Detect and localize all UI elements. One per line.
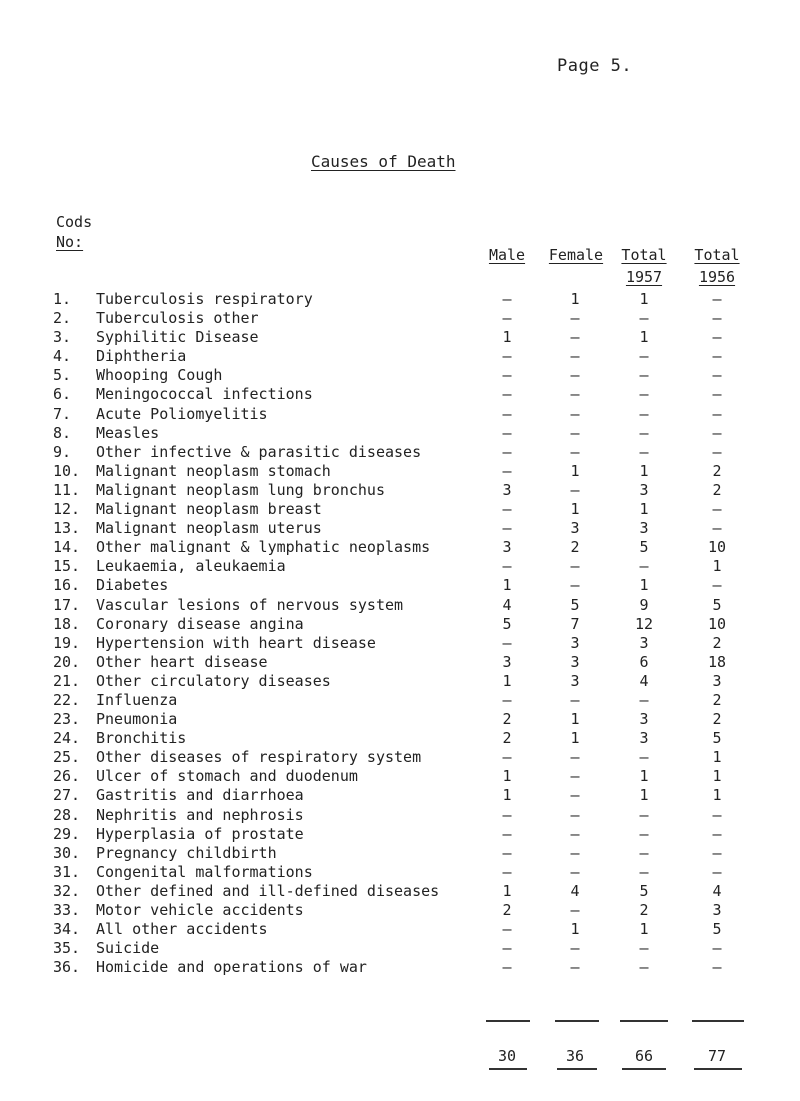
male-count: 1	[502, 881, 512, 900]
cause-number: 25.	[53, 748, 81, 767]
female-count: –	[570, 423, 580, 442]
female-count: 1	[570, 461, 580, 480]
male-count: –	[502, 958, 512, 977]
cause-number: 29.	[53, 824, 81, 843]
male-count: 2	[502, 710, 512, 729]
cause-number: 19.	[53, 633, 81, 652]
female-count: 4	[570, 881, 580, 900]
total-1957-count: 3	[639, 519, 649, 538]
total-1956-column-header	[688, 244, 746, 288]
table-row	[0, 596, 800, 615]
total-1957-count: –	[639, 843, 649, 862]
male-count: 3	[502, 652, 512, 671]
cause-name: Bronchitis	[96, 729, 187, 748]
total-1956-header-year: 1956	[698, 268, 736, 286]
total-1956-count: –	[712, 404, 722, 423]
cause-name: Nephritis and nephrosis	[96, 805, 304, 824]
cause-number: 27.	[53, 786, 81, 805]
table-row	[0, 385, 800, 404]
cause-number: 33.	[53, 901, 81, 919]
table-row	[0, 939, 800, 958]
female-count: –	[570, 404, 580, 423]
total-1956-count: –	[712, 328, 722, 347]
female-total: 36	[565, 1047, 585, 1065]
female-count: –	[570, 767, 580, 786]
male-count: 2	[502, 729, 512, 748]
table-row	[0, 634, 800, 653]
female-count: 3	[570, 519, 580, 538]
male-count: –	[502, 423, 512, 442]
total-1957-count: –	[639, 557, 649, 576]
total-1957-header-label: Total	[621, 246, 667, 264]
table-row	[0, 825, 800, 844]
table-row	[0, 519, 800, 538]
female-count: –	[570, 442, 580, 461]
table-row	[0, 882, 800, 901]
total-1957-count: 6	[639, 652, 649, 671]
female-count: –	[570, 843, 580, 862]
cause-name: Hyperplasia of prostate	[96, 824, 304, 843]
cause-name: Homicide and operations of war	[96, 958, 367, 977]
female-count: 5	[570, 595, 580, 614]
male-count: –	[502, 805, 512, 824]
total-1957-count: 1	[639, 500, 649, 519]
total-1956-count: 10	[707, 614, 727, 633]
male-total-underline	[489, 1068, 527, 1070]
cause-name: All other accidents	[96, 920, 268, 939]
table-row	[0, 462, 800, 481]
cause-name: Vascular lesions of nervous system	[96, 595, 404, 614]
cause-name: Hypertension with heart disease	[96, 633, 376, 652]
total-1957-count: 1	[639, 290, 649, 308]
total-1956-count: 2	[712, 633, 722, 652]
male-count: –	[502, 404, 512, 423]
cause-name: Other malignant & lymphatic neoplasms	[96, 538, 431, 557]
table-row	[0, 691, 800, 710]
female-count: –	[570, 805, 580, 824]
female-count: –	[570, 901, 580, 919]
cause-number: 28.	[53, 805, 81, 824]
cause-number: 8.	[53, 423, 72, 442]
cause-number: 34.	[53, 920, 81, 939]
male-count: –	[502, 939, 512, 958]
total-1957-count: 1	[639, 576, 649, 595]
cause-number: 10.	[53, 461, 81, 480]
male-count: –	[502, 690, 512, 709]
total-1957-count: 12	[634, 614, 654, 633]
male-count: –	[502, 519, 512, 538]
male-count: –	[502, 385, 512, 404]
table-row	[0, 901, 800, 920]
male-count: –	[502, 500, 512, 519]
male-count: –	[502, 824, 512, 843]
total-1956-count: –	[712, 423, 722, 442]
total-1957-count: –	[639, 748, 649, 767]
male-count: 1	[502, 576, 512, 595]
female-total-underline	[557, 1068, 597, 1070]
table-row	[0, 920, 800, 939]
cause-name: Tuberculosis other	[96, 309, 259, 328]
total-1956-count: 1	[712, 557, 722, 576]
cause-number: 20.	[53, 652, 81, 671]
female-count: –	[570, 576, 580, 595]
male-count: –	[502, 366, 512, 385]
total-1957-count: –	[639, 309, 649, 328]
cause-number: 1.	[53, 290, 72, 308]
female-count: 3	[570, 633, 580, 652]
cause-number: 22.	[53, 690, 81, 709]
table-row	[0, 576, 800, 595]
male-count: 3	[502, 480, 512, 499]
male-total-rule	[486, 1020, 530, 1022]
female-count: –	[570, 824, 580, 843]
male-count: –	[502, 461, 512, 480]
cause-name: Diphtheria	[96, 347, 187, 366]
page-number: Page 5.	[557, 56, 633, 76]
total-1956-count: –	[712, 385, 722, 404]
female-count: 1	[570, 729, 580, 748]
cause-number: 32.	[53, 881, 81, 900]
cause-number: 14.	[53, 538, 81, 557]
total-1956-count: –	[712, 366, 722, 385]
total-1957-count: 4	[639, 671, 649, 690]
total-1957-count: –	[639, 347, 649, 366]
cause-name: Malignant neoplasm stomach	[96, 461, 331, 480]
cause-name: Coronary disease angina	[96, 614, 304, 633]
cause-number: 11.	[53, 480, 81, 499]
male-count: 1	[502, 328, 512, 347]
female-count: –	[570, 328, 580, 347]
total-1956-count: –	[712, 824, 722, 843]
table-row	[0, 443, 800, 462]
female-column-header	[543, 244, 609, 266]
table-row	[0, 958, 800, 977]
female-count: –	[570, 385, 580, 404]
total-1956-count: –	[712, 442, 722, 461]
female-count: 1	[570, 710, 580, 729]
female-header-label: Female	[548, 246, 604, 264]
cause-number: 36.	[53, 958, 81, 977]
total-1957-count: –	[639, 824, 649, 843]
cause-number: 6.	[53, 385, 72, 404]
total-1957-header-year: 1957	[625, 268, 663, 286]
table-row	[0, 405, 800, 424]
total-1956-header-label: Total	[694, 246, 740, 264]
table-row	[0, 863, 800, 882]
total-1957-count: –	[639, 939, 649, 958]
cause-number: 16.	[53, 576, 81, 595]
cause-name: Acute Poliomyelitis	[96, 404, 268, 423]
total-1956-count: 5	[712, 729, 722, 748]
male-count: –	[502, 442, 512, 461]
cause-name: Other heart disease	[96, 652, 268, 671]
female-count: –	[570, 347, 580, 366]
total-1957-count: –	[639, 423, 649, 442]
table-row	[0, 481, 800, 500]
total-1957-count: 1	[639, 461, 649, 480]
total-1956-count: 4	[712, 881, 722, 900]
total-1957-count: 1	[639, 767, 649, 786]
cause-number: 4.	[53, 347, 72, 366]
total-1957-count: 1	[639, 920, 649, 939]
total-1956-count: 3	[712, 901, 722, 919]
causes-table	[0, 290, 800, 977]
total-1956-count: 5	[712, 920, 722, 939]
total-1956-count: –	[712, 309, 722, 328]
female-count: 1	[570, 290, 580, 308]
table-row	[0, 729, 800, 748]
total-1956-count: –	[712, 939, 722, 958]
total-1957-count: –	[639, 690, 649, 709]
cause-name: Whooping Cough	[96, 366, 223, 385]
female-count: –	[570, 480, 580, 499]
male-count: 1	[502, 767, 512, 786]
table-row	[0, 538, 800, 557]
total-1956-count: 2	[712, 480, 722, 499]
cause-number: 26.	[53, 767, 81, 786]
female-count: –	[570, 862, 580, 881]
male-count: 1	[502, 786, 512, 805]
male-count: –	[502, 843, 512, 862]
cause-name: Malignant neoplasm breast	[96, 500, 322, 519]
total-1957-count: 3	[639, 480, 649, 499]
cause-name: Other infective & parasitic diseases	[96, 442, 422, 461]
table-row	[0, 615, 800, 634]
total-1957-count: –	[639, 442, 649, 461]
table-row	[0, 557, 800, 576]
female-count: –	[570, 958, 580, 977]
table-row	[0, 786, 800, 805]
total-1957-count: –	[639, 385, 649, 404]
male-count: 2	[502, 901, 512, 919]
cause-name: Pneumonia	[96, 710, 178, 729]
cause-number-header	[56, 212, 92, 252]
cause-number: 5.	[53, 366, 72, 385]
male-count: 3	[502, 538, 512, 557]
total-1956-count: 3	[712, 671, 722, 690]
total-1956-count: –	[712, 958, 722, 977]
table-row	[0, 424, 800, 443]
cause-number: 30.	[53, 843, 81, 862]
female-count: 3	[570, 671, 580, 690]
male-count: 1	[502, 671, 512, 690]
cause-number: 9.	[53, 442, 72, 461]
cause-name: Suicide	[96, 939, 160, 958]
cause-number: 23.	[53, 710, 81, 729]
male-header-label: Male	[488, 246, 526, 264]
total-1956-count: –	[712, 576, 722, 595]
table-row	[0, 500, 800, 519]
cause-number: 21.	[53, 671, 81, 690]
total-1957-count: –	[639, 958, 649, 977]
cause-name: Influenza	[96, 690, 178, 709]
total-1956-count: 2	[712, 710, 722, 729]
total-1957-sum: 66	[634, 1047, 654, 1065]
cause-name: Leukaemia, aleukaemia	[96, 557, 286, 576]
table-row	[0, 844, 800, 863]
female-count: –	[570, 366, 580, 385]
cause-name: Gastritis and diarrhoea	[96, 786, 304, 805]
cause-name: Congenital malformations	[96, 862, 313, 881]
female-count: –	[570, 786, 580, 805]
cause-number: 24.	[53, 729, 81, 748]
table-row	[0, 672, 800, 691]
total-1957-count: 1	[639, 786, 649, 805]
cause-name: Other diseases of respiratory system	[96, 748, 422, 767]
cause-number: 3.	[53, 328, 72, 347]
table-row	[0, 767, 800, 786]
cause-number: 13.	[53, 519, 81, 538]
total-1956-count: –	[712, 519, 722, 538]
total-1957-count: 3	[639, 729, 649, 748]
cause-number: 35.	[53, 939, 81, 958]
male-count: –	[502, 309, 512, 328]
total-1957-count: –	[639, 862, 649, 881]
table-row	[0, 710, 800, 729]
total-1956-count: –	[712, 500, 722, 519]
total-1956-count: 18	[707, 652, 727, 671]
female-count: –	[570, 309, 580, 328]
male-count: –	[502, 633, 512, 652]
total-1956-count: 1	[712, 748, 722, 767]
total-1956-sum: 77	[707, 1047, 727, 1065]
male-count: –	[502, 920, 512, 939]
male-total: 30	[497, 1047, 517, 1065]
total-1957-count: 5	[639, 881, 649, 900]
male-count: –	[502, 557, 512, 576]
cause-name: Measles	[96, 423, 160, 442]
female-count: –	[570, 690, 580, 709]
table-row	[0, 366, 800, 385]
page-title: Causes of Death	[311, 152, 456, 171]
total-1956-count: 10	[707, 538, 727, 557]
cause-header-line1: Cods	[56, 213, 93, 231]
cause-number: 17.	[53, 595, 81, 614]
male-count: –	[502, 290, 512, 308]
t57-total-rule	[620, 1020, 668, 1022]
female-count: –	[570, 557, 580, 576]
male-column-header	[478, 244, 536, 266]
female-count: 7	[570, 614, 580, 633]
female-count: 1	[570, 500, 580, 519]
male-count: –	[502, 862, 512, 881]
cause-name: Meningococcal infections	[96, 385, 313, 404]
t56-total-rule	[692, 1020, 744, 1022]
total-1957-count: –	[639, 366, 649, 385]
cause-name: Ulcer of stomach and duodenum	[96, 767, 358, 786]
total-1957-count: 2	[639, 901, 649, 919]
table-row	[0, 347, 800, 366]
total-1957-count: –	[639, 805, 649, 824]
cause-name: Malignant neoplasm lung bronchus	[96, 480, 385, 499]
total-1956-count: –	[712, 347, 722, 366]
total-1956-count: –	[712, 805, 722, 824]
cause-name: Other circulatory diseases	[96, 671, 331, 690]
total-1956-count: –	[712, 843, 722, 862]
female-count: –	[570, 748, 580, 767]
total-1957-count: 3	[639, 710, 649, 729]
cause-name: Pregnancy childbirth	[96, 843, 277, 862]
table-row	[0, 748, 800, 767]
table-row	[0, 653, 800, 672]
cause-name: Diabetes	[96, 576, 169, 595]
cause-number: 15.	[53, 557, 81, 576]
total-1957-count: 5	[639, 538, 649, 557]
cause-name: Motor vehicle accidents	[96, 901, 304, 919]
cause-number: 2.	[53, 309, 72, 328]
cause-name: Malignant neoplasm uterus	[96, 519, 322, 538]
cause-number: 18.	[53, 614, 81, 633]
female-total-rule	[555, 1020, 599, 1022]
table-row	[0, 309, 800, 328]
table-row	[0, 290, 800, 309]
cause-number: 31.	[53, 862, 81, 881]
total-1956-count: 1	[712, 767, 722, 786]
cause-header-line2: No:	[56, 233, 84, 251]
table-row	[0, 806, 800, 825]
total-1957-count: 3	[639, 633, 649, 652]
male-count: –	[502, 347, 512, 366]
male-count: 4	[502, 595, 512, 614]
female-count: –	[570, 939, 580, 958]
total-1957-column-header	[615, 244, 673, 288]
total-1956-count: 5	[712, 595, 722, 614]
female-count: 3	[570, 652, 580, 671]
total-1956-count: 2	[712, 461, 722, 480]
cause-name: Other defined and ill-defined diseases	[96, 881, 440, 900]
cause-name: Tuberculosis respiratory	[96, 290, 313, 308]
total-1957-count: 9	[639, 595, 649, 614]
total-1956-count: 2	[712, 690, 722, 709]
cause-number: 7.	[53, 404, 72, 423]
cause-number: 12.	[53, 500, 81, 519]
cause-name: Syphilitic Disease	[96, 328, 259, 347]
female-count: 1	[570, 920, 580, 939]
table-row	[0, 328, 800, 347]
total-1956-count: –	[712, 862, 722, 881]
total-1957-count: 1	[639, 328, 649, 347]
t57-total-underline	[622, 1068, 666, 1070]
total-1957-count: –	[639, 404, 649, 423]
male-count: –	[502, 748, 512, 767]
t56-total-underline	[694, 1068, 742, 1070]
male-count: 5	[502, 614, 512, 633]
total-1956-count: –	[712, 290, 722, 308]
female-count: 2	[570, 538, 580, 557]
total-1956-count: 1	[712, 786, 722, 805]
